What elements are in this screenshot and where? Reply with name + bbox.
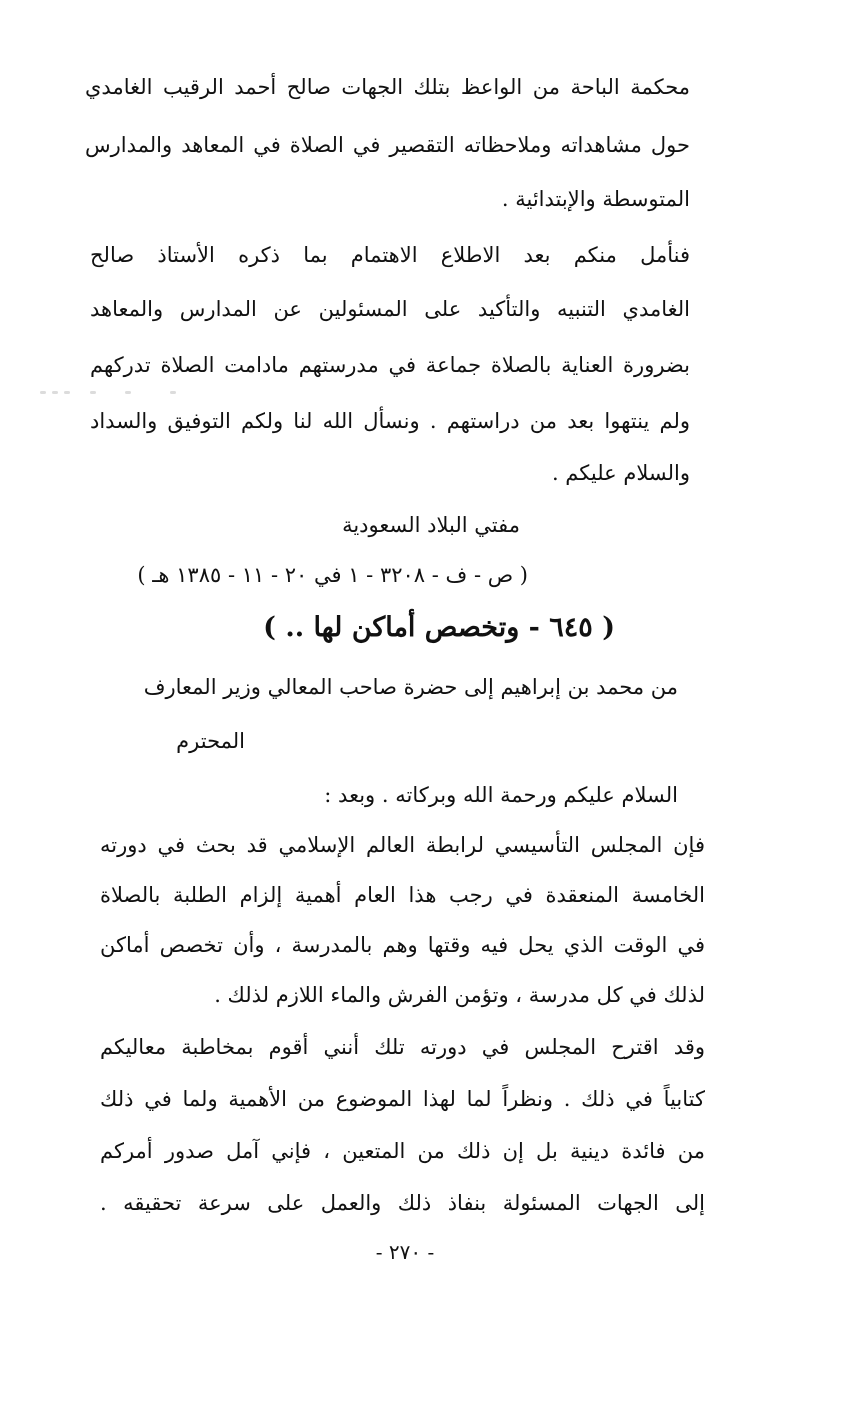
- paragraph-1-line-1: محكمة الباحة من الواعظ بتلك الجهات صالح أحمد الرقيب الغامدي: [85, 75, 690, 99]
- reference-number-1: ( ص - ف - ٣٢٠٨ - ١ في ٢٠ - ١١ - ١٣٨٥ هـ ): [137, 563, 528, 587]
- paragraph-4-line-4: إلى الجهات المسئولة بنفاذ ذلك والعمل على سرعة تحقيقه .: [100, 1191, 705, 1215]
- page-number: - ٢٧٠ -: [375, 1240, 435, 1264]
- greeting: السلام عليكم ورحمة الله وبركاته . وبعد :: [324, 783, 678, 807]
- paragraph-2-line-3: بضرورة العناية بالصلاة جماعة في مدرستهم مادامت الصلاة تدركهم: [90, 353, 690, 377]
- paragraph-2-line-5: والسلام عليكم .: [551, 461, 690, 485]
- paragraph-1-line-2: حول مشاهداته وملاحظاته التقصير في الصلاة في المعاهد والمدارس: [85, 133, 690, 157]
- paragraph-3-line-3: في الوقت الذي يحل فيه وقتها وهم بالمدرسة ، وأن تخصص أماكن: [100, 933, 705, 957]
- paragraph-4-line-1: وقد اقترح المجلس في دورته تلك أنني أقوم بمخاطبة معاليكم: [100, 1035, 705, 1059]
- paragraph-3-line-2: الخامسة المنعقدة في رجب هذا العام أهمية إلزام الطلبة بالصلاة: [100, 883, 705, 907]
- paragraph-1-line-3: المتوسطة والإبتدائية .: [501, 187, 690, 211]
- paragraph-2-line-2: الغامدي التنبيه والتأكيد على المسئولين عن المدارس والمعاهد: [90, 297, 690, 321]
- addressee-line-2: المحترم: [176, 729, 245, 753]
- scan-artifact: [30, 385, 210, 403]
- paragraph-2-line-4: ولم ينتهوا بعد من دراستهم . ونسأل الله لنا ولكم التوفيق والسداد: [90, 409, 690, 433]
- paragraph-3-line-4: لذلك في كل مدرسة ، وتؤمن الفرش والماء اللازم لذلك .: [214, 983, 705, 1007]
- paragraph-3-line-1: فإن المجلس التأسيسي لرابطة العالم الإسلامي قد بحث في دورته: [100, 833, 705, 857]
- addressee-line-1: من محمد بن إبراهيم إلى حضرة صاحب المعالي وزير المعارف: [143, 675, 678, 699]
- paragraph-4-line-3: من فائدة دينية بل إن ذلك من المتعين ، فإني آمل صدور أمركم: [100, 1139, 705, 1163]
- paragraph-4-line-2: كتابياً في ذلك . ونظراً لما لهذا الموضوع من الأهمية ولما في ذلك: [100, 1087, 705, 1111]
- section-heading: ( ٦٤٥ - وتخصص أماكن لها .. ): [263, 612, 615, 643]
- paragraph-2-line-1: فنأمل منكم بعد الاطلاع الاهتمام بما ذكره الأستاذ صالح: [90, 243, 690, 267]
- signature-mufti: مفتي البلاد السعودية: [342, 513, 520, 537]
